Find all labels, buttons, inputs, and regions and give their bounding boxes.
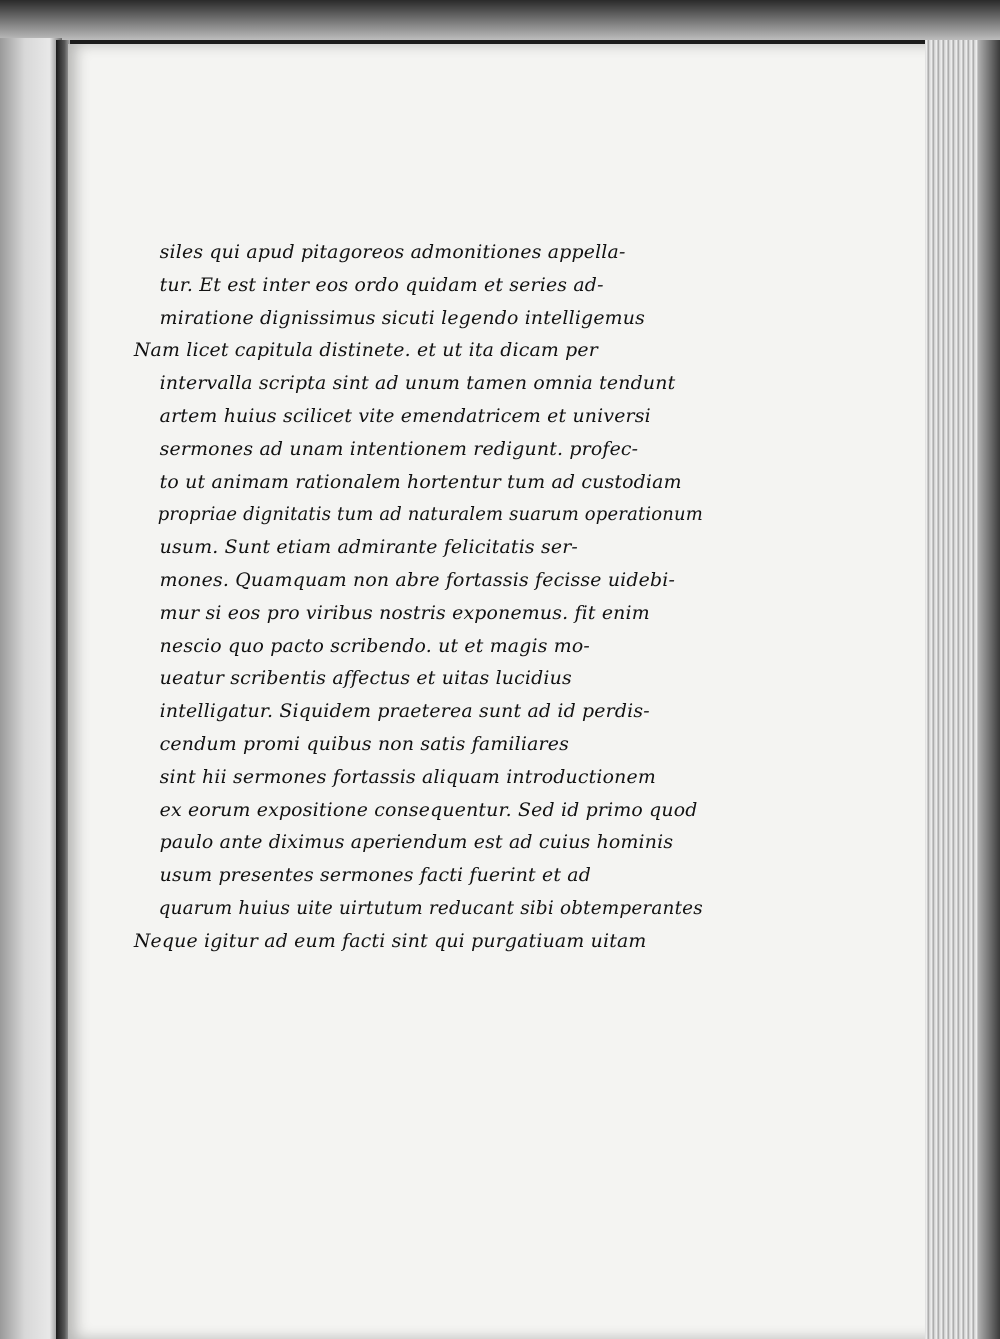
text-line: cendum promi quibus non satis familiares <box>159 732 569 755</box>
text-line: ueatur scribentis affectus et uitas lucidius <box>159 667 572 690</box>
text-line: mones. Quamquam non abre fortassis fecisse uidebi- <box>159 568 676 591</box>
text-line: mur si eos pro viribus nostris exponemus. fit enim <box>159 601 650 624</box>
manuscript-text <box>118 236 708 958</box>
scan-top-border <box>0 0 1000 40</box>
text-line: propriae dignitatis tum ad naturalem suarum operationum <box>157 503 704 526</box>
text-line: tur. Et est inter eos ordo quidam et series ad- <box>159 273 604 296</box>
text-line: ex eorum expositione consequentur. Sed id primo quod <box>159 798 698 821</box>
text-line: artem huius scilicet vite emendatricem et universi <box>159 404 651 427</box>
page-stack-edges <box>925 40 1000 1339</box>
text-line: usum presentes sermones facti fuerint et ad <box>159 864 592 887</box>
text-line: Neque igitur ad eum facti sint qui purgatiuam uitam <box>133 929 647 952</box>
text-line: paulo ante diximus aperiendum est ad cuius hominis <box>159 831 674 854</box>
text-line: nescio quo pacto scribendo. ut et magis mo- <box>159 634 590 657</box>
text-line: intelligatur. Siquidem praeterea sunt ad id perdis- <box>159 700 650 723</box>
text-line: Nam licet capitula distinete. et ut ita dicam per <box>133 339 598 362</box>
text-line: usum. Sunt etiam admirante felicitatis ser- <box>159 536 578 559</box>
left-page-edge <box>0 38 62 1339</box>
text-line: sermones ad unam intentionem redigunt. profec- <box>159 437 639 460</box>
text-line: sint hii sermones fortassis aliquam introductionem <box>159 765 656 788</box>
text-line: to ut animam rationalem hortentur tum ad custodiam <box>159 470 682 493</box>
text-line: intervalla scripta sint ad unum tamen omnia tendunt <box>159 372 676 395</box>
text-line: siles qui apud pitagoreos admonitiones appella- <box>159 241 626 263</box>
text-line: miratione dignissimus sicuti legendo intelligemus <box>159 306 645 329</box>
text-line: quarum huius uite uirtutum reducant sibi obtemperantes <box>158 896 703 919</box>
